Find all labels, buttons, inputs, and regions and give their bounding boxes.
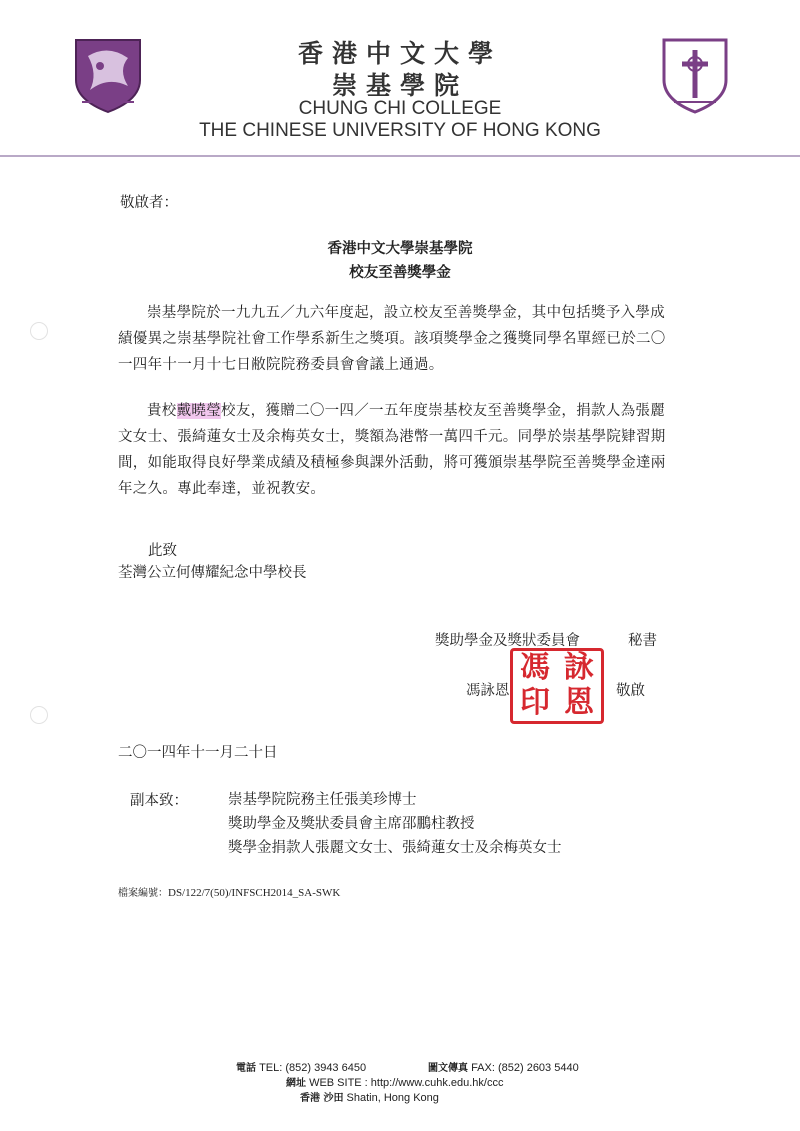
paragraph-2-body: 校友，獲贈二〇一四／一五年度崇基校友至善獎學金，捐款人為張麗文女士、張綺蓮女士及余梅英女士，獎額為港幣一萬四千元。同學於崇基學院肄習期間，如能取得良好學業成績及積極參與課外活動，將可獲頒崇基學院至善獎學金達兩年之久。專此奉達，並祝教安。 bbox=[118, 403, 666, 497]
letter-title-line1: 香港中文大學崇基學院 bbox=[327, 240, 473, 257]
header-divider bbox=[0, 155, 800, 157]
cc-recipient: 獎學金捐款人張麗文女士、張綺蓮女士及余梅英女士 bbox=[228, 840, 562, 856]
college-name-cn: 崇基學院 bbox=[331, 71, 468, 100]
footer-address-label: 香港 沙田 bbox=[300, 1093, 344, 1104]
footer-fax-label: 圖文傳真 bbox=[428, 1063, 468, 1074]
salutation: 敬啟者： bbox=[120, 195, 178, 211]
student-name-highlight: 戴曉瑩 bbox=[176, 403, 222, 419]
college-name-en: CHUNG CHI COLLEGE bbox=[298, 98, 502, 119]
paragraph-1: 崇基學院於一九九五／九六年度起，設立校友至善獎學金，其中包括獎予入學成績優異之崇基學院社會工作學系新生之獎項。該項獎學金之獲獎同學名單經已於二〇一四年十一月十七日敝院院務委員會會議上通過。 bbox=[118, 305, 666, 373]
footer-fax bbox=[428, 1059, 579, 1074]
footer-web-value: WEB SITE : http://www.cuhk.edu.hk/ccc bbox=[309, 1077, 504, 1089]
seal-char: 詠 bbox=[564, 650, 594, 685]
seal-char: 恩 bbox=[564, 685, 594, 720]
recipient: 荃灣公立何傳耀紀念中學校長 bbox=[118, 565, 307, 581]
footer-address-value: Shatin, Hong Kong bbox=[346, 1092, 439, 1104]
cc-recipient: 崇基學院院務主任張美珍博士 bbox=[228, 792, 417, 808]
paragraph-2-prefix: 貴校 bbox=[147, 403, 177, 419]
file-reference-label: 檔案編號： bbox=[118, 888, 168, 899]
letter-title-line2: 校友至善獎學金 bbox=[349, 264, 451, 281]
university-name-cn: 香港中文大學 bbox=[297, 39, 502, 68]
signatory-role: 秘書 bbox=[628, 633, 657, 649]
signatory-committee: 獎助學金及獎狀委員會 bbox=[435, 633, 580, 649]
punch-hole bbox=[30, 322, 48, 340]
cc-recipient: 獎助學金及獎狀委員會主席邵鵬柱教授 bbox=[228, 816, 475, 832]
seal-char: 馮 bbox=[520, 650, 550, 685]
signatory-name: 馮詠恩 bbox=[466, 683, 510, 699]
red-seal-stamp bbox=[510, 648, 604, 724]
file-reference-value: DS/122/7(50)/INFSCH2014_SA-SWK bbox=[168, 887, 341, 899]
footer-web-label: 網址 bbox=[286, 1078, 306, 1089]
footer-fax-value: FAX: (852) 2603 5440 bbox=[471, 1062, 579, 1074]
letter-date: 二〇一四年十一月二十日 bbox=[118, 745, 278, 761]
footer-web bbox=[286, 1074, 503, 1089]
signoff: 敬啟 bbox=[616, 683, 645, 699]
paragraph-2 bbox=[118, 398, 678, 502]
cc-label: 副本致： bbox=[130, 793, 188, 809]
footer-address bbox=[300, 1089, 439, 1104]
closing: 此致 bbox=[148, 543, 177, 559]
university-name-en: THE CHINESE UNIVERSITY OF HONG KONG bbox=[199, 120, 601, 141]
punch-hole bbox=[30, 706, 48, 724]
footer-tel-label: 電話 bbox=[236, 1063, 256, 1074]
file-reference bbox=[118, 884, 340, 899]
footer-tel-value: TEL: (852) 3943 6450 bbox=[259, 1062, 367, 1074]
footer-tel bbox=[236, 1059, 366, 1074]
seal-char: 印 bbox=[520, 685, 550, 720]
